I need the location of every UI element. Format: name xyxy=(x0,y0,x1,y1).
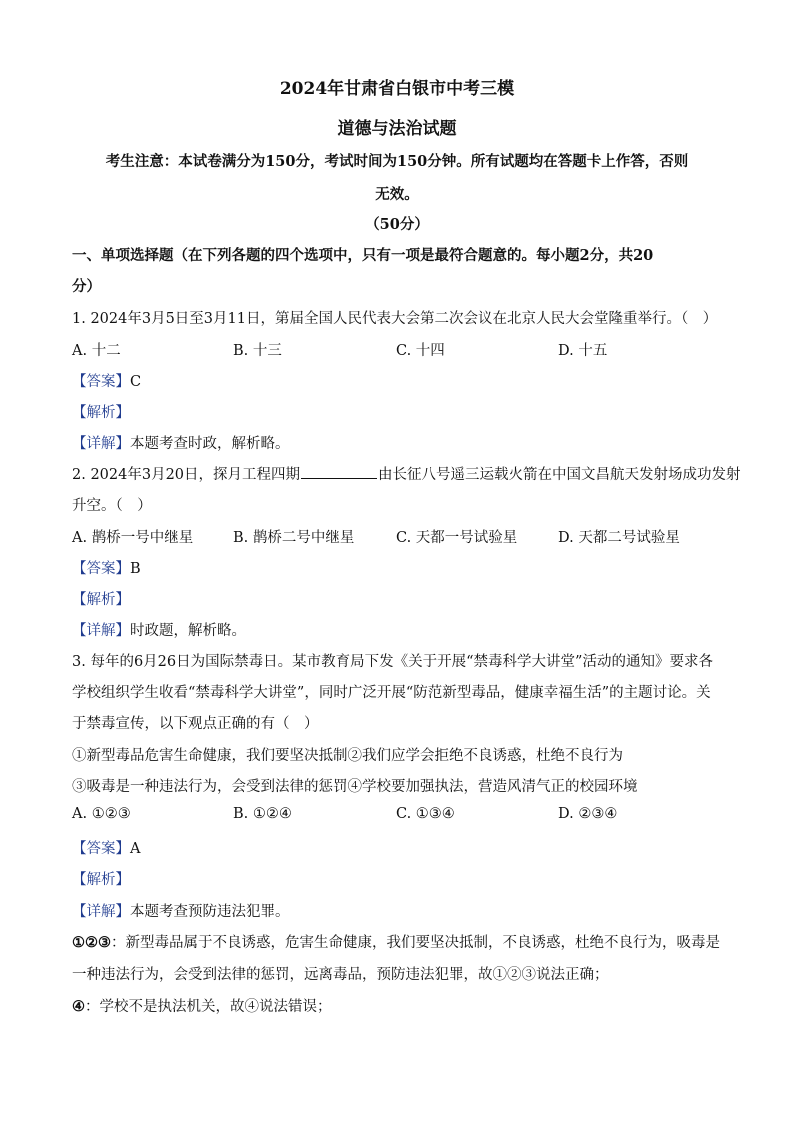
q1-detail xyxy=(72,432,290,453)
q2-option-c: C. 天都一号试验星 xyxy=(396,530,518,546)
answer-label: 【答案】 xyxy=(72,841,130,857)
q1-option-c: C. 十四 xyxy=(396,343,445,359)
q2-detail-text: 时政题，解析略。 xyxy=(130,623,246,639)
detail-label: 【详解】 xyxy=(72,623,130,639)
q3-stem-line-1: 3. 每年的6月26日为国际禁毒日。某市教育局下发《关于开展“禁毒科学大讲堂”活动的通知》要求各 xyxy=(72,654,713,670)
q3-answer-value: A xyxy=(130,841,141,857)
answer-label: 【答案】 xyxy=(72,561,130,577)
q3-explain-1-key: ①②③ xyxy=(72,934,111,951)
section-score: （50分） xyxy=(365,216,429,233)
q3-statements-line-1: ①新型毒品危害生命健康，我们要坚决抵制②我们应学会拒绝不良诱惑，杜绝不良行为 xyxy=(72,748,623,764)
q3-explain-1-line-2: 一种违法行为，会受到法律的惩罚，远离毒品，预防违法犯罪，故①②③说法正确； xyxy=(72,967,609,983)
detail-label: 【详解】 xyxy=(72,904,130,920)
q3-explain-1-line-1 xyxy=(72,931,720,952)
q3-option-c: C. ①③④ xyxy=(396,806,455,822)
section-heading-line-1: 一、单项选择题（在下列各题的四个选项中，只有一项是最符合题意的。每小题2分，共20 xyxy=(72,247,654,264)
exam-subject-title: 道德与法治试题 xyxy=(337,119,457,139)
q2-stem-line-1 xyxy=(72,463,741,484)
q3-option-d: D. ②③④ xyxy=(558,806,618,822)
q3-detail-text: 本题考查预防违法犯罪。 xyxy=(130,904,290,920)
analysis-label: 【解析】 xyxy=(72,405,130,421)
q2-answer-value: B xyxy=(130,561,141,577)
q3-option-a: A. ①②③ xyxy=(72,806,131,822)
section-heading-line-2: 分） xyxy=(72,278,101,295)
analysis-label: 【解析】 xyxy=(72,592,130,608)
q2-analysis-label xyxy=(72,588,130,609)
notice-line-1: 考生注意：本试卷满分为150分，考试时间为150分钟。所有试题均在答题卡上作答，否则 xyxy=(105,153,689,170)
q3-explain-1-text: ：新型毒品属于不良诱惑，危害生命健康，我们要坚决抵制，不良诱惑，杜绝不良行为，吸毒是 xyxy=(111,935,720,951)
q2-option-a: A. 鹊桥一号中继星 xyxy=(72,530,194,546)
answer-label: 【答案】 xyxy=(72,374,130,390)
q2-stem-after: 由长征八号遥三运载火箭在中国文昌航天发射场成功发射 xyxy=(378,467,741,483)
q3-explain-2 xyxy=(72,995,332,1016)
analysis-label: 【解析】 xyxy=(72,872,130,888)
q1-stem: 1. 2024年3月5日至3月11日，第届全国人民代表大会第二次会议在北京人民大会堂隆重举行。（ ） xyxy=(72,311,718,327)
q2-stem-before: 2. 2024年3月20日，探月工程四期 xyxy=(72,467,301,483)
q2-option-d: D. 天都二号试验星 xyxy=(558,530,680,546)
q1-answer xyxy=(72,370,141,391)
q1-option-b: B. 十三 xyxy=(233,343,282,359)
q1-detail-text: 本题考查时政，解析略。 xyxy=(130,436,290,452)
q2-answer-blank xyxy=(301,477,377,479)
detail-label: 【详解】 xyxy=(72,436,130,452)
q1-analysis-label xyxy=(72,401,130,422)
q2-option-b: B. 鹊桥二号中继星 xyxy=(233,530,355,546)
q1-option-d: D. 十五 xyxy=(558,343,608,359)
q3-explain-2-key: ④ xyxy=(72,998,85,1015)
q3-stem-line-2: 学校组织学生收看“禁毒科学大讲堂”，同时广泛开展“防范新型毒品，健康幸福生活”的主题讨论。关 xyxy=(72,685,711,701)
q3-statements-line-2: ③吸毒是一种违法行为，会受到法律的惩罚④学校要加强执法，营造风清气正的校园环境 xyxy=(72,779,638,795)
q2-detail xyxy=(72,619,246,640)
notice-line-2: 无效。 xyxy=(375,186,419,203)
q3-answer xyxy=(72,837,140,858)
q3-stem-line-3: 于禁毒宣传，以下观点正确的有（ ） xyxy=(72,716,319,732)
q3-detail xyxy=(72,900,290,921)
q3-explain-2-text: ：学校不是执法机关，故④说法错误； xyxy=(85,999,332,1015)
q3-analysis-label xyxy=(72,868,130,889)
q1-option-a: A. 十二 xyxy=(72,343,121,359)
q3-option-b: B. ①②④ xyxy=(233,806,292,822)
q2-answer xyxy=(72,557,141,578)
exam-title: 2024年甘肃省白银市中考三模 xyxy=(279,79,515,99)
q2-stem-line-2: 升空。（ ） xyxy=(72,498,152,514)
q1-answer-value: C xyxy=(130,374,142,390)
